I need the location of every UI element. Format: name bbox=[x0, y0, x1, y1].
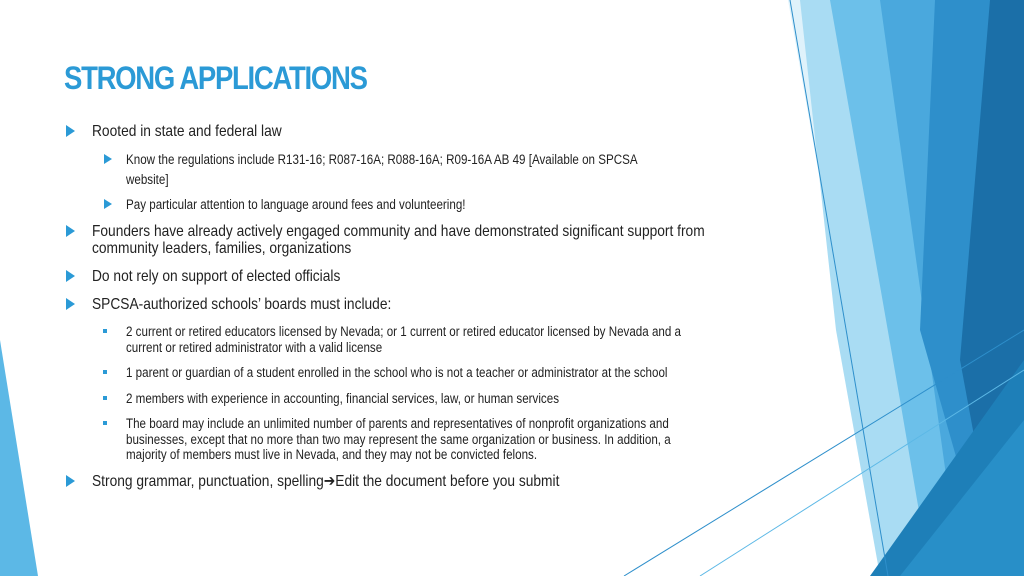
triangle-bullet-icon bbox=[104, 199, 112, 209]
bullet-grammar-after: Edit the document before you submit bbox=[335, 473, 560, 490]
bullet-rooted-in-law: Rooted in state and federal law bbox=[92, 123, 282, 140]
sub-bullet-board-may-include-cont2: majority of members must live in Nevada, and they may not be convicted felons. bbox=[126, 447, 538, 462]
sub-bullet-parent: 1 parent or guardian of a student enrolled in the school who is not a teacher or administrator at the school bbox=[126, 365, 668, 380]
triangle-bullet-icon bbox=[66, 298, 75, 310]
bullet-grammar-text: Strong grammar, punctuation, spelling bbox=[92, 473, 324, 490]
right-arrow-icon: ➔ bbox=[323, 473, 336, 490]
sub-bullet-experience: 2 members with experience in accounting, financial services, law, or human services bbox=[126, 391, 559, 406]
sub-bullet-educators: 2 current or retired educators licensed by Nevada; or 1 current or retired educator licensed by Nevada and a bbox=[126, 324, 682, 339]
sub-bullet-regulations-cont: website] bbox=[126, 172, 169, 187]
triangle-bullet-icon bbox=[66, 270, 75, 282]
sub-bullet-fees-volunteering: Pay particular attention to language around fees and volunteering! bbox=[126, 197, 466, 212]
sub-bullet-educators-cont: current or retired administrator with a valid license bbox=[126, 340, 383, 355]
sub-bullet-board-may-include-cont: businesses, except that no more than two may represent the same organization or business. In addition, a bbox=[126, 432, 671, 447]
bullet-elected-officials: Do not rely on support of elected officials bbox=[92, 268, 341, 285]
triangle-bullet-icon bbox=[66, 225, 75, 237]
triangle-bullet-icon bbox=[104, 154, 112, 164]
slide-title: STRONG APPLICATIONS bbox=[64, 60, 367, 96]
sub-bullet-regulations: Know the regulations include R131-16; R087-16A; R088-16A; R09-16A AB 49 [Available on SPCSA bbox=[126, 152, 638, 167]
bullet-founders: Founders have already actively engaged community and have demonstrated significant support from bbox=[92, 223, 705, 240]
sub-bullet-board-may-include: The board may include an unlimited number of parents and representatives of nonprofit organizations and bbox=[126, 416, 669, 431]
triangle-bullet-icon bbox=[66, 475, 75, 487]
bullet-founders-cont: community leaders, families, organizations bbox=[92, 240, 352, 257]
bullet-grammar bbox=[92, 473, 635, 490]
square-bullet-icon bbox=[103, 329, 107, 333]
square-bullet-icon bbox=[103, 421, 107, 425]
triangle-bullet-icon bbox=[66, 125, 75, 137]
bullet-boards-include: SPCSA-authorized schools’ boards must include: bbox=[92, 296, 392, 313]
square-bullet-icon bbox=[103, 370, 107, 374]
square-bullet-icon bbox=[103, 396, 107, 400]
